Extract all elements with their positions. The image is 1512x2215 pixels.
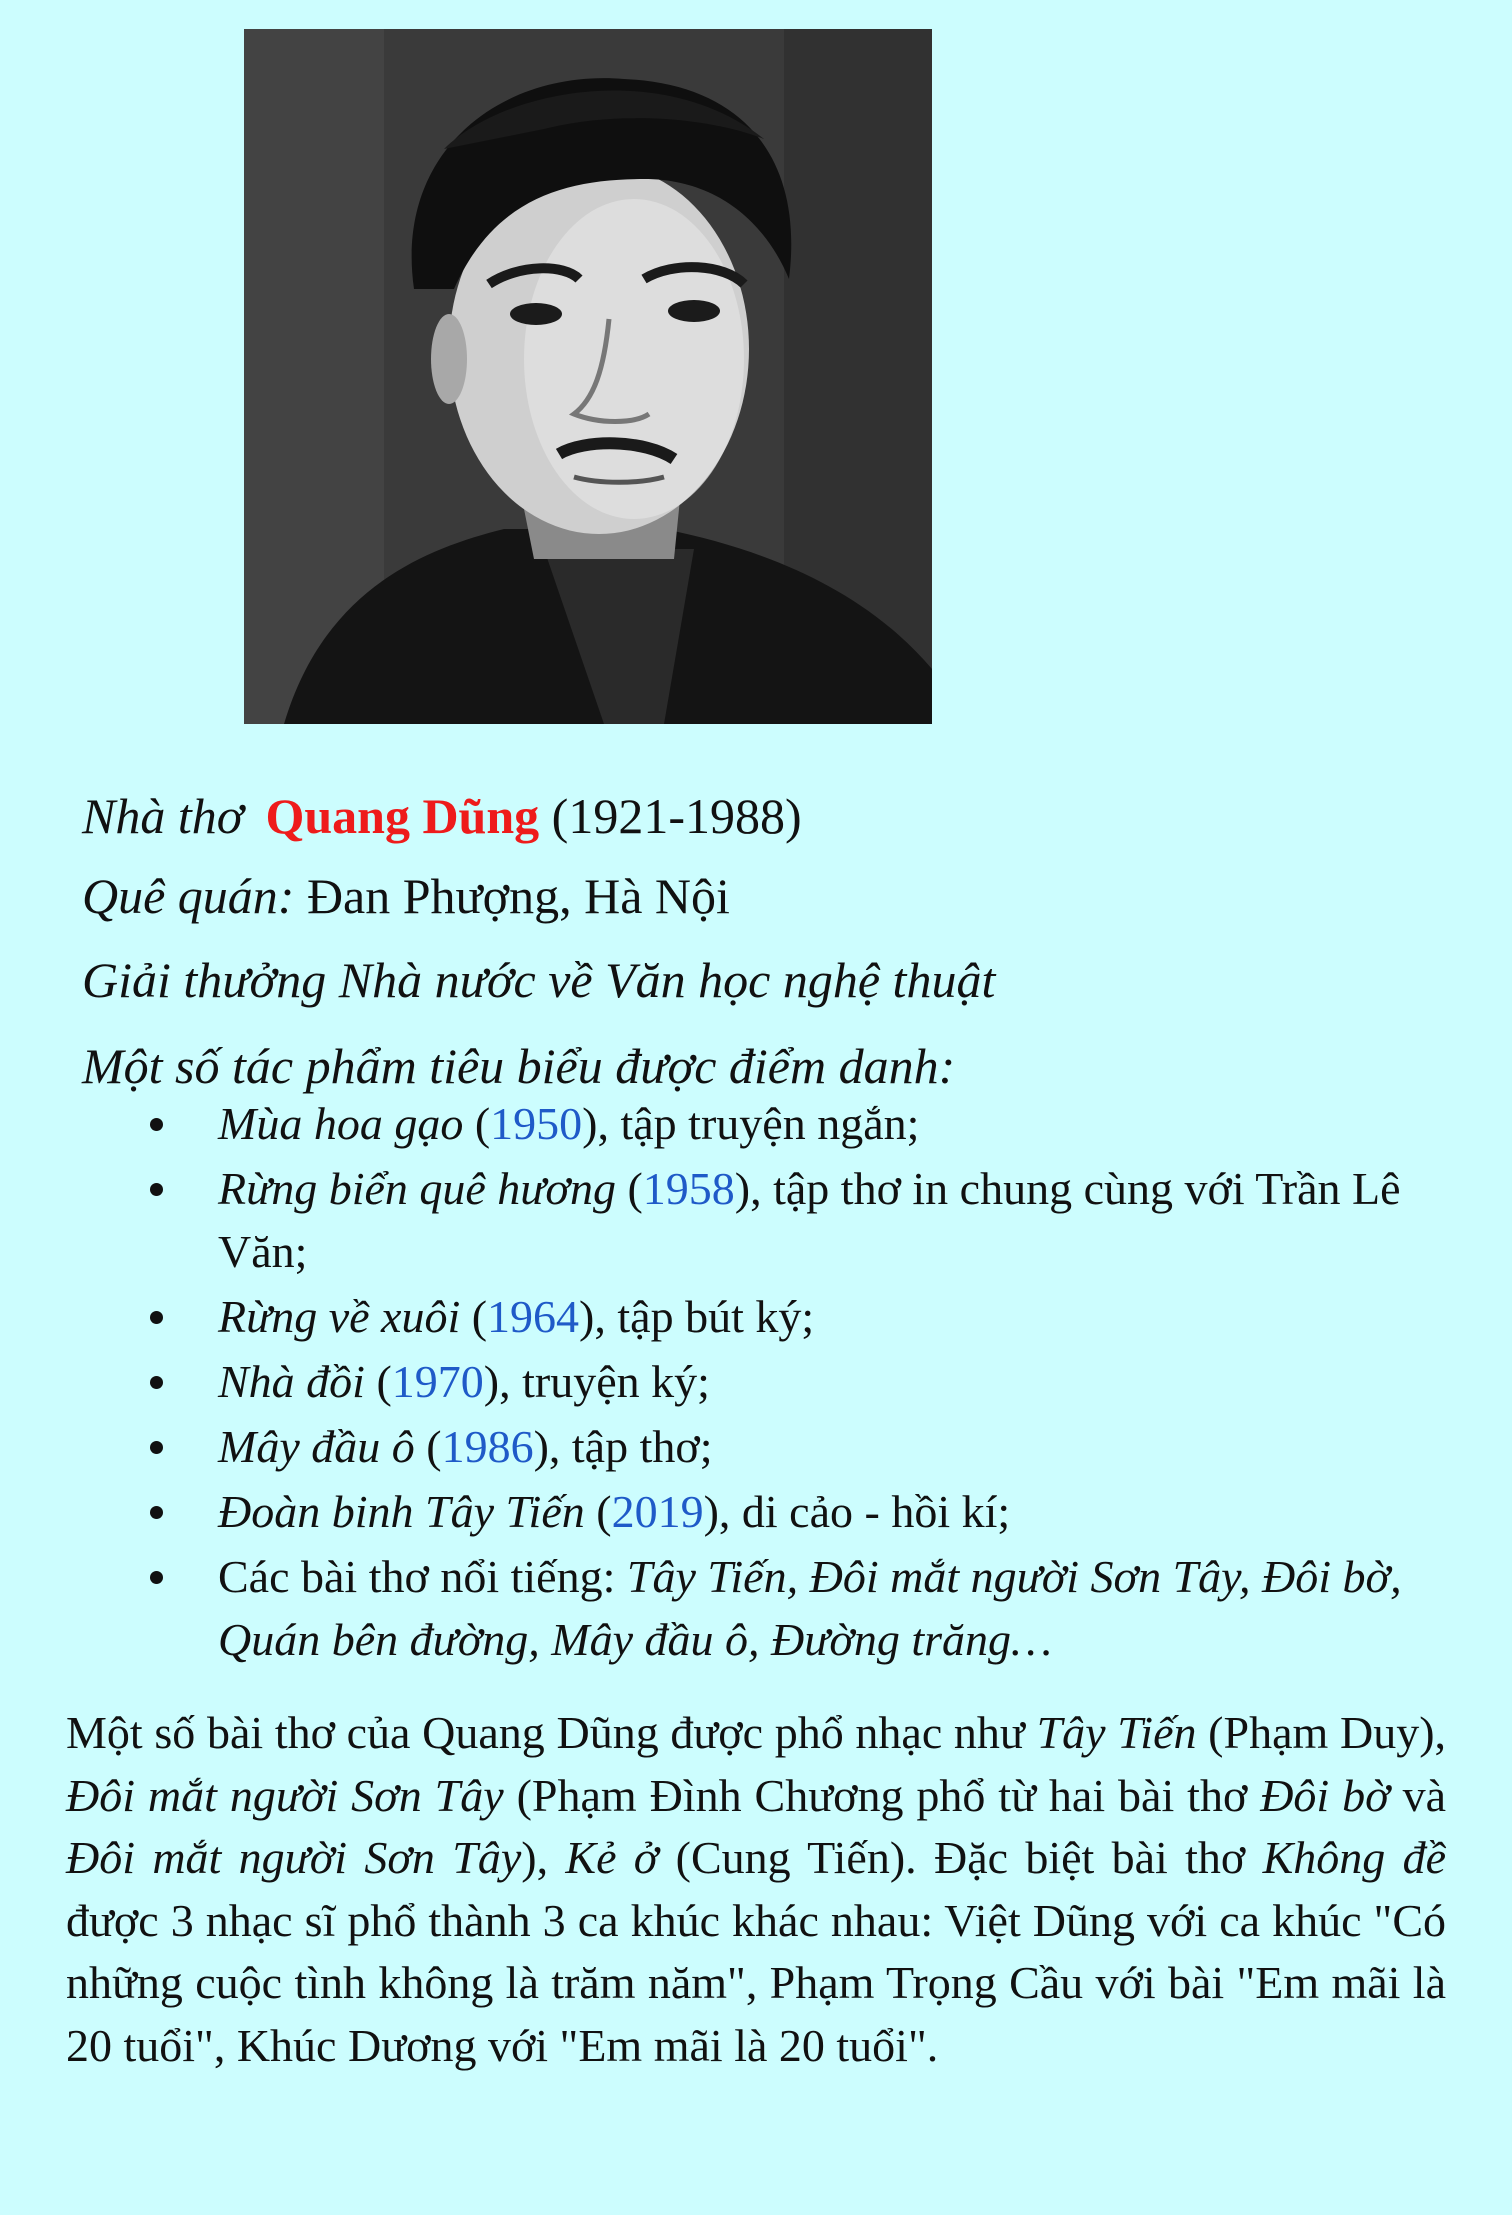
work-year: 1958: [642, 1163, 735, 1214]
bullet-icon: [150, 1441, 163, 1454]
poet-name: Quang Dũng: [265, 788, 540, 844]
poet-years: (1921-1988): [551, 788, 802, 844]
list-item: Rừng biển quê hương (1958), tập thơ in chung cùng với Trần Lê Văn;: [138, 1157, 1458, 1283]
hometown-line: [82, 858, 1462, 942]
list-item: Nhà đồi (1970), truyện ký;: [138, 1350, 1458, 1413]
work-desc: ), tập thơ;: [533, 1421, 713, 1472]
portrait-photo: [244, 29, 932, 724]
work-desc: ), tập bút ký;: [579, 1291, 815, 1342]
award-line: Giải thưởng Nhà nước về Văn học nghệ thuật: [82, 952, 996, 1008]
portrait-illustration: [244, 29, 932, 724]
bullet-icon: [150, 1118, 163, 1131]
work-year: 1950: [490, 1098, 583, 1149]
poet-line: [82, 778, 1462, 858]
bullet-icon: [150, 1506, 163, 1519]
para-song-title: Đôi mắt người Sơn Tây: [66, 1769, 504, 1821]
works-heading: Một số tác phẩm tiêu biểu được điểm danh:: [82, 1038, 956, 1094]
para-text: (Phạm Duy),: [1196, 1707, 1447, 1758]
para-text: (Cung Tiến). Đặc biệt bài thơ: [658, 1832, 1263, 1883]
para-song-title: Không đề: [1262, 1832, 1446, 1883]
para-text: ),: [521, 1832, 566, 1883]
work-title: Mùa hoa gạo: [218, 1098, 464, 1149]
famous-poems-list: Tây Tiến, Đôi mắt người Sơn Tây, Đôi bờ, Quán bên đường, Mây đầu ô, Đường trăng…: [218, 1551, 1402, 1665]
list-item: Đoàn binh Tây Tiến (2019), di cảo - hồi kí;: [138, 1480, 1458, 1543]
work-title: Mây đầu ô: [218, 1421, 415, 1472]
para-song-title: Tây Tiến: [1036, 1707, 1197, 1758]
para-text: (Phạm Đình Chương phổ từ hai bài thơ: [503, 1769, 1261, 1821]
work-year: 1970: [391, 1356, 484, 1407]
work-year: 1986: [441, 1421, 534, 1472]
song-adaptations-paragraph: [66, 1702, 1446, 2077]
famous-poems-label: Các bài thơ nổi tiếng:: [218, 1551, 616, 1602]
para-song-title: Đôi bờ: [1260, 1769, 1390, 1821]
hometown-label: Quê quán:: [82, 868, 295, 924]
bullet-icon: [150, 1376, 163, 1389]
work-desc: ), di cảo - hồi kí;: [703, 1486, 1011, 1537]
bullet-icon: [150, 1183, 163, 1196]
work-desc: ), tập truyện ngắn;: [582, 1098, 920, 1149]
list-item: Rừng về xuôi (1964), tập bút ký;: [138, 1285, 1458, 1348]
work-title: Đoàn binh Tây Tiến: [218, 1486, 585, 1537]
list-item: Mùa hoa gạo (1950), tập truyện ngắn;: [138, 1092, 1458, 1155]
works-list: [138, 1092, 1458, 1673]
para-text: được 3 nhạc sĩ phổ thành 3 ca khúc khác nhau: Việt Dũng với ca khúc "Có những cuộc tình không là trăm năm", Phạm Trọng Cầu với bài "Em mãi là 20 tuổi", Khúc Dương với "Em mãi là 20 tuổi".: [66, 1894, 1446, 2071]
work-title: Nhà đồi: [218, 1356, 365, 1407]
work-desc: ), truyện ký;: [483, 1356, 710, 1407]
poet-label: Nhà thơ: [82, 788, 244, 844]
work-title: Rừng về xuôi: [218, 1291, 461, 1342]
list-item: Mây đầu ô (1986), tập thơ;: [138, 1415, 1458, 1478]
bullet-icon: [150, 1571, 163, 1584]
bullet-icon: [150, 1311, 163, 1324]
para-song-title: Đôi mắt người Sơn Tây: [66, 1832, 522, 1883]
work-year: 2019: [611, 1486, 704, 1537]
work-title: Rừng biển quê hương: [218, 1163, 616, 1214]
work-year: 1964: [487, 1291, 580, 1342]
list-item: [138, 1545, 1458, 1671]
para-song-title: Kẻ ở: [565, 1832, 659, 1883]
para-text: Một số bài thơ của Quang Dũng được phổ nhạc như: [66, 1707, 1037, 1758]
profile-info: [82, 778, 1462, 1108]
hometown-value: Đan Phượng, Hà Nội: [306, 868, 730, 924]
work-desc: ), tập thơ in chung cùng với Trần Lê Văn;: [218, 1163, 1401, 1277]
para-text: và: [1389, 1769, 1447, 1821]
